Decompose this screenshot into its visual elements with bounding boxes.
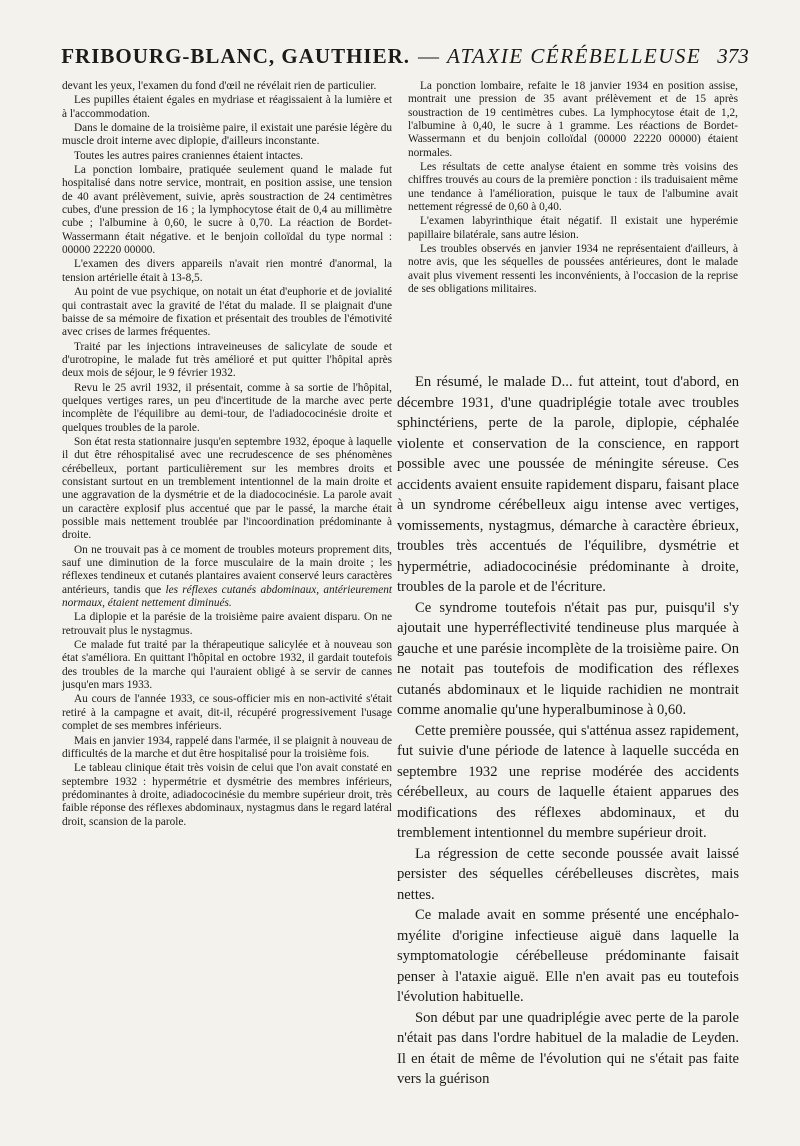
header-authors: FRIBOURG-BLANC, GAUTHIER. xyxy=(61,44,411,68)
paragraph: Toutes les autres paires craniennes étaient intactes. xyxy=(74,149,304,162)
paragraph: Son début par une quadriplégie avec perte de la parole n'était pas dans l'ordre habituel de la maladie de Leyden. Il en était de même de l'évolution qui ne s'était pas faite vers la guérison xyxy=(397,1009,739,1087)
paragraph: Le tableau clinique était très voisin de celui que l'on avait constaté en septembre 1932 : hypermétrie et dysmétrie des membres inférieurs, prédominantes à droite, adiadococinésie du membre supérieur droit, très faible réponse des réflexes abdominaux, nystagmus dans le regard latéral droit, scansion de la parole. xyxy=(62,762,392,828)
paragraph: Au point de vue psychique, on notait un état d'euphorie et de jovialité qui contrastait avec la gravité de l'état du malade. Il se plaignait d'une baisse de sa mémoire de fixation et présentait des troubles de l'émotivité avec crises de larmes fréquentes. xyxy=(62,286,392,339)
paragraph: La ponction lombaire, refaite le 18 janvier 1934 en position assise, montrait une pression de 35 avant prélèvement et de 15 après soustraction de 19 centimètres cubes. La lymphocytose était de 1,2, l'albumine à 0,40, le sucre à 1 gramme. Les réactions de Bordet-Wassermann et du benjoin colloïdal (00000 22220 00000) étaient normales. xyxy=(408,80,738,159)
paragraph: Ce syndrome toutefois n'était pas pur, puisqu'il s'y ajoutait une hyperréflectivité tendineuse plus marquée à gauche et une parésie incomplète de la troisième paire. On ne notait pas toutefois de modification des réflexes cutanés abdominaux et le liquide rachidien ne montrait comme anomalie qu'une hyperalbuminose à 0,60. xyxy=(397,599,739,718)
paragraph: Son état resta stationnaire jusqu'en septembre 1932, époque à laquelle il dut être réhospitalisé avec une recrudescence de ses phénomènes cérébelleux, portant particulièrement sur les membres droits et consistant surtout en un tremblement intentionnel de la main droite et une aggravation de la dysmétrie et de la diadococinésie. La parole avait un caractère explosif plus accentué que par le passé, la marche était possible mais nettement troublée par l'incoordination prédominante à droite. xyxy=(62,435,392,542)
right-column-summary xyxy=(397,372,739,1090)
paragraph: Dans le domaine de la troisième paire, il existait une parésie légère du muscle droit interne avec diplopie, d'ailleurs inconstante. xyxy=(62,122,392,148)
paragraph: L'examen labyrinthique était négatif. Il existait une hyperémie papillaire bilatérale, sans autre lésion. xyxy=(408,215,738,241)
paragraph: devant les yeux, l'examen du fond d'œil ne révélait rien de particulier. xyxy=(62,80,377,92)
paragraph: Au cours de l'année 1933, ce sous-officier mis en non-activité s'était retiré à la campagne et avait, dit-il, récupéré progressivement l'usage complet de ses membres inférieurs. xyxy=(62,693,392,733)
running-header xyxy=(60,44,750,74)
paragraph: Les pupilles étaient égales en mydriase et réagissaient à la lumière et à l'accommodation. xyxy=(62,94,392,120)
italic-emphasis: les réflexes cutanés abdominaux, antérieurement normaux, étaient nettement diminués. xyxy=(62,583,392,610)
paragraph-text: On ne trouvait pas à ce moment de troubles moteurs proprement dits, sauf une diminution de la force musculaire de la main droite ; les réflexes tendineux et cutanés plantaires avaient conservé leurs caractères antérieurs, tandis que xyxy=(62,543,392,596)
paragraph: Ce malade fut traité par la thérapeutique salicylée et à nouveau son état s'améliora. En quittant l'hôpital en octobre 1932, il gardait toutefois des troubles de la marche qui l'auraient obligé à se servir de cannes jusqu'en mars 1933. xyxy=(62,639,392,692)
paragraph xyxy=(62,544,392,611)
paragraph: Cette première poussée, qui s'atténua assez rapidement, fut suivie d'une période de latence à laquelle succéda en septembre 1932 une reprise modérée des accidents cérébelleux, au cours de laquelle étaient apparues des modifications des réflexes abdominaux, et du tremblement intentionnel du membre supérieur droit. xyxy=(397,722,739,841)
page-number: 373 xyxy=(717,44,749,68)
paragraph: Revu le 25 avril 1932, il présentait, comme à sa sortie de l'hôpital, quelques vertiges rares, un peu d'incertitude de la marche avec perte incomplète de l'équilibre au demi-tour, de l'adiadococinésie droite et quelques troubles de la parole. xyxy=(62,381,392,434)
paragraph: L'examen des divers appareils n'avait rien montré d'anormal, la tension artérielle était à 13-8,5. xyxy=(62,258,392,284)
header-title: ATAXIE CÉRÉBELLEUSE xyxy=(447,44,702,68)
right-column-small-print xyxy=(408,80,738,297)
paragraph: La régression de cette seconde poussée avait laissé persister des séquelles cérébelleuses discrètes, mais nettes. xyxy=(397,845,739,903)
left-column xyxy=(62,80,392,829)
paragraph: Traité par les injections intraveineuses de salicylate de soude et d'urotropine, le malade fut très amélioré et put quitter l'hôpital après deux mois de séjour, le 9 février 1932. xyxy=(62,340,392,380)
paragraph: Mais en janvier 1934, rappelé dans l'armée, il se plaignit à nouveau de difficultés de la marche et dut être hospitalisé pour la troisième fois. xyxy=(62,734,392,760)
paragraph: Les résultats de cette analyse étaient en somme très voisins des chiffres trouvés au cours de la première ponction : ils traduisaient même une tendance à l'amélioration, puisque le taux de l'albumine avait nettement régressé de 0,60 à 0,40. xyxy=(408,161,738,214)
paragraph: Les troubles observés en janvier 1934 ne représentaient d'ailleurs, à notre avis, que les séquelles de poussées antérieures, dont le malade avait plus vivement ressenti les inconvénients, à l'occasion de la reprise de ses obligations militaires. xyxy=(408,243,738,296)
header-separator: — xyxy=(418,44,440,68)
paragraph: La diplopie et la parésie de la troisième paire avaient disparu. On ne retrouvait plus le nystagmus. xyxy=(62,611,392,637)
paragraph: Ce malade avait en somme présenté une encéphalo-myélite d'origine infectieuse aiguë dans laquelle la symptomatologie cérébelleuse prédominante faisait penser à l'ataxie aiguë. Elle n'en avait pas eu toutefois l'évolution habituelle. xyxy=(397,907,739,1005)
paragraph: La ponction lombaire, pratiquée seulement quand le malade fut hospitalisé dans notre service, montrait, en position assise, une tension de 40 avant prélèvement, suivie, après soustraction de 24 centimètres cubes, d'une pression de 16 ; la lymphocytose était de 0,4 au millimètre cube ; l'albumine à 0,60, le sucre à 0,70. La réaction de Bordet-Wassermann était négative. et le benjoin colloïdal du type normal : 00000 22220 00000. xyxy=(62,164,392,257)
paragraph: En résumé, le malade D... fut atteint, tout d'abord, en décembre 1931, d'une quadriplégie totale avec troubles sphinctériens, perte de la parole, diplopie, céphalée violente et conservation de la conscience, en rapport possible avec une poussée de méningite séreuse. Ces accidents avaient ensuite rapidement disparu, faisant place à un syndrome cérébelleux aigu intense avec vertiges, vomissements, nystagmus, démarche à caractère ébrieux, troubles très accentués de l'équilibre, dysmétrie et hypermétrie, adiadococinésie prédominante à droite, troubles de la parole et de l'écriture. xyxy=(397,374,739,595)
